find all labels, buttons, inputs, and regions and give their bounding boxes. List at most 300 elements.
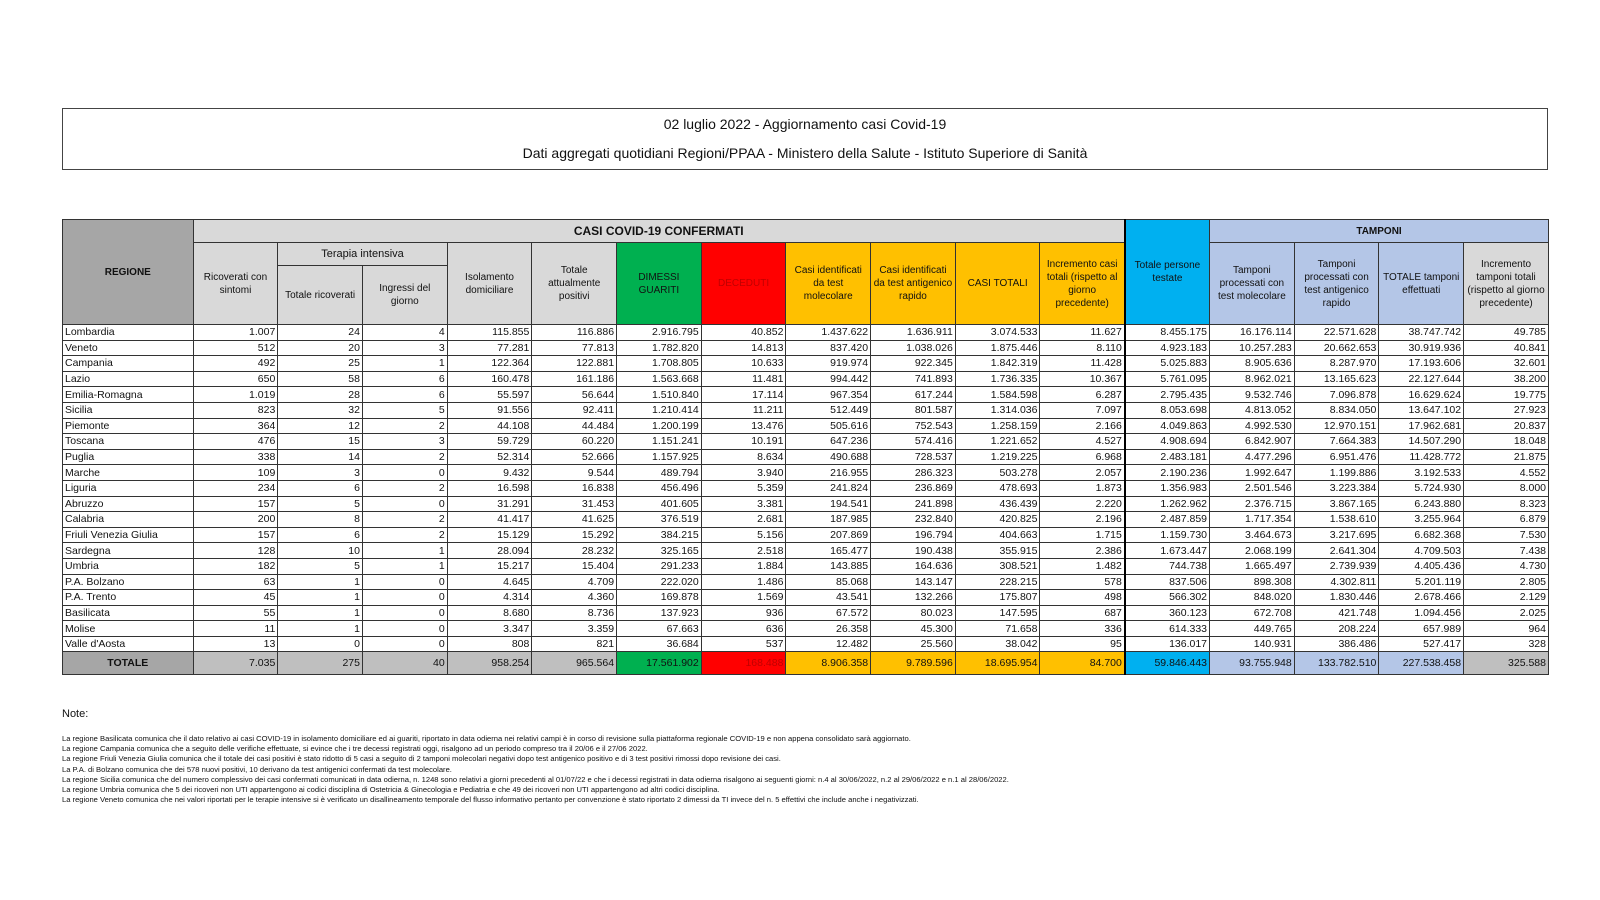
cell-regione: Abruzzo — [63, 496, 194, 512]
cell-casi-totali: 38.042 — [955, 636, 1040, 652]
cell-totale-positivi: 60.220 — [532, 434, 617, 450]
cell-tamponi-molecolare: 848.020 — [1210, 590, 1295, 606]
cell-casi-totali: 308.521 — [955, 558, 1040, 574]
cell-persone-testate: 2.795.435 — [1125, 387, 1210, 403]
cell-ti-totale: 0 — [278, 636, 363, 652]
header-casi-confermati: CASI COVID-19 CONFERMATI — [193, 220, 1125, 243]
header-regione: REGIONE — [63, 220, 194, 325]
header-casi-antigenico: Casi identificati da test antigenico rapido — [871, 243, 956, 325]
cell-tamponi-antigenico: 20.662.653 — [1294, 340, 1379, 356]
cell-regione: Sardegna — [63, 543, 194, 559]
cell-deceduti: 1.569 — [701, 590, 786, 606]
cell-isolamento: 52.314 — [447, 449, 532, 465]
cell-persone-testate: 1.356.983 — [1125, 480, 1210, 496]
cell-casi-antigenico: 196.794 — [871, 527, 956, 543]
cell-ricoverati: 512 — [193, 340, 278, 356]
cell-tamponi-antigenico: 12.970.151 — [1294, 418, 1379, 434]
cell-ricoverati: 492 — [193, 356, 278, 372]
cell-incremento-tamponi: 21.875 — [1464, 449, 1549, 465]
cell-isolamento: 8.680 — [447, 605, 532, 621]
header-ti-ingressi: Ingressi del giorno — [362, 266, 447, 325]
cell-deceduti: 3.381 — [701, 496, 786, 512]
cell-casi-antigenico: 741.893 — [871, 371, 956, 387]
total-persone-testate: 59.846.443 — [1125, 652, 1210, 675]
cell-incremento-casi: 4.527 — [1040, 434, 1125, 450]
cell-ti-totale: 6 — [278, 480, 363, 496]
cell-incremento-casi: 8.110 — [1040, 340, 1125, 356]
cell-regione: P.A. Bolzano — [63, 574, 194, 590]
cell-incremento-casi: 2.166 — [1040, 418, 1125, 434]
cell-ti-ingressi: 5 — [362, 402, 447, 418]
cell-casi-totali: 1.314.036 — [955, 402, 1040, 418]
cell-deceduti: 11.481 — [701, 371, 786, 387]
total-regione: TOTALE — [63, 652, 194, 675]
cell-tamponi-molecolare: 449.765 — [1210, 621, 1295, 637]
cell-totale-positivi: 4.360 — [532, 590, 617, 606]
cell-casi-totali: 404.663 — [955, 527, 1040, 543]
cell-casi-totali: 436.439 — [955, 496, 1040, 512]
cell-dimessi: 137.923 — [617, 605, 702, 621]
cell-ricoverati: 63 — [193, 574, 278, 590]
cell-ti-ingressi: 6 — [362, 371, 447, 387]
cell-ricoverati: 1.019 — [193, 387, 278, 403]
cell-incremento-tamponi: 2.129 — [1464, 590, 1549, 606]
table-row — [63, 340, 1549, 356]
cell-casi-molecolare: 647.236 — [786, 434, 871, 450]
header-tamponi-antigenico: Tamponi processati con test antigenico rapido — [1294, 243, 1379, 325]
cell-tamponi-antigenico: 6.951.476 — [1294, 449, 1379, 465]
cell-ti-ingressi: 2 — [362, 449, 447, 465]
cell-ti-totale: 58 — [278, 371, 363, 387]
cell-ti-totale: 32 — [278, 402, 363, 418]
cell-regione: Liguria — [63, 480, 194, 496]
cell-tamponi-molecolare: 1.992.647 — [1210, 465, 1295, 481]
cell-tamponi-molecolare: 8.905.636 — [1210, 356, 1295, 372]
cell-casi-molecolare: 490.688 — [786, 449, 871, 465]
cell-ricoverati: 11 — [193, 621, 278, 637]
cell-incremento-tamponi: 964 — [1464, 621, 1549, 637]
cell-persone-testate: 4.908.694 — [1125, 434, 1210, 450]
cell-incremento-casi: 6.968 — [1040, 449, 1125, 465]
cell-incremento-tamponi: 8.323 — [1464, 496, 1549, 512]
cell-ti-totale: 5 — [278, 558, 363, 574]
total-ti-totale: 275 — [278, 652, 363, 675]
cell-ti-ingressi: 0 — [362, 590, 447, 606]
cell-persone-testate: 744.738 — [1125, 558, 1210, 574]
cell-regione: Calabria — [63, 512, 194, 528]
cell-incremento-tamponi: 328 — [1464, 636, 1549, 652]
cell-casi-antigenico: 236.869 — [871, 480, 956, 496]
cell-deceduti: 2.518 — [701, 543, 786, 559]
cell-ricoverati: 45 — [193, 590, 278, 606]
cell-casi-molecolare: 194.541 — [786, 496, 871, 512]
cell-totale-tamponi: 14.507.290 — [1379, 434, 1464, 450]
cell-ti-ingressi: 1 — [362, 558, 447, 574]
cell-ti-ingressi: 6 — [362, 387, 447, 403]
cell-totale-positivi: 56.644 — [532, 387, 617, 403]
table-row — [63, 496, 1549, 512]
cell-casi-molecolare: 1.437.622 — [786, 325, 871, 341]
cell-incremento-tamponi: 4.552 — [1464, 465, 1549, 481]
cell-ti-totale: 12 — [278, 418, 363, 434]
cell-regione: Piemonte — [63, 418, 194, 434]
cell-incremento-casi: 7.097 — [1040, 402, 1125, 418]
cell-tamponi-antigenico: 386.486 — [1294, 636, 1379, 652]
cell-incremento-tamponi: 8.000 — [1464, 480, 1549, 496]
cell-regione: Lombardia — [63, 325, 194, 341]
cell-tamponi-molecolare: 898.308 — [1210, 574, 1295, 590]
note-line: La regione Umbria comunica che 5 dei ricoveri non UTI appartengono ai codici disciplina di Ostetricia & Ginecologia e Pediatria e che 49 dei ricoveri non UTI appartengono ad altri codici disciplina. — [62, 785, 720, 795]
cell-deceduti: 10.633 — [701, 356, 786, 372]
cell-incremento-casi: 95 — [1040, 636, 1125, 652]
cell-casi-molecolare: 994.442 — [786, 371, 871, 387]
note-line: La P.A. di Bolzano comunica che dei 578 nuovi positivi, 10 derivano da test antigenici confermati da test molecolare. — [62, 764, 452, 774]
cell-tamponi-antigenico: 8.287.970 — [1294, 356, 1379, 372]
total-totale-tamponi: 227.538.458 — [1379, 652, 1464, 675]
cell-dimessi: 1.563.668 — [617, 371, 702, 387]
cell-isolamento: 91.556 — [447, 402, 532, 418]
cell-dimessi: 67.663 — [617, 621, 702, 637]
cell-totale-tamponi: 4.405.436 — [1379, 558, 1464, 574]
cell-casi-molecolare: 241.824 — [786, 480, 871, 496]
cell-totale-tamponi: 6.243.880 — [1379, 496, 1464, 512]
cell-tamponi-antigenico: 22.571.628 — [1294, 325, 1379, 341]
cell-tamponi-antigenico: 1.538.610 — [1294, 512, 1379, 528]
cell-dimessi: 376.519 — [617, 512, 702, 528]
cell-incremento-casi: 2.386 — [1040, 543, 1125, 559]
note-line: La regione Basilicata comunica che il dato relativo ai casi COVID-19 in isolamento domiciliare ed ai guariti, riportato in data odierna nei relativi campi è in corso di revisione sulla piattaforma regionale COVID-19 e non appena consolidato sarà aggiornato. — [62, 734, 911, 743]
cell-tamponi-antigenico: 3.867.165 — [1294, 496, 1379, 512]
cell-persone-testate: 360.123 — [1125, 605, 1210, 621]
cell-deceduti: 636 — [701, 621, 786, 637]
covid-data-table — [62, 219, 1549, 675]
cell-dimessi: 456.496 — [617, 480, 702, 496]
cell-dimessi: 1.151.241 — [617, 434, 702, 450]
cell-casi-molecolare: 207.869 — [786, 527, 871, 543]
cell-persone-testate: 4.923.183 — [1125, 340, 1210, 356]
cell-casi-totali: 1.221.652 — [955, 434, 1040, 450]
cell-ti-totale: 1 — [278, 621, 363, 637]
cell-casi-antigenico: 25.560 — [871, 636, 956, 652]
cell-casi-totali: 1.219.225 — [955, 449, 1040, 465]
table-row — [63, 605, 1549, 621]
cell-deceduti: 936 — [701, 605, 786, 621]
cell-tamponi-molecolare: 3.464.673 — [1210, 527, 1295, 543]
cell-ti-ingressi: 0 — [362, 621, 447, 637]
table-row — [63, 418, 1549, 434]
cell-casi-antigenico: 143.147 — [871, 574, 956, 590]
cell-incremento-casi: 2.196 — [1040, 512, 1125, 528]
total-ricoverati: 7.035 — [193, 652, 278, 675]
cell-ricoverati: 364 — [193, 418, 278, 434]
cell-isolamento: 16.598 — [447, 480, 532, 496]
table-row — [63, 402, 1549, 418]
cell-regione: Veneto — [63, 340, 194, 356]
cell-incremento-casi: 11.627 — [1040, 325, 1125, 341]
cell-tamponi-molecolare: 4.813.052 — [1210, 402, 1295, 418]
cell-totale-positivi: 16.838 — [532, 480, 617, 496]
cell-isolamento: 15.217 — [447, 558, 532, 574]
cell-casi-antigenico: 922.345 — [871, 356, 956, 372]
total-casi-totali: 18.695.954 — [955, 652, 1040, 675]
cell-totale-tamponi: 5.201.119 — [1379, 574, 1464, 590]
cell-incremento-tamponi: 32.601 — [1464, 356, 1549, 372]
cell-ricoverati: 128 — [193, 543, 278, 559]
cell-tamponi-antigenico: 3.223.384 — [1294, 480, 1379, 496]
cell-casi-totali: 1.258.159 — [955, 418, 1040, 434]
cell-tamponi-molecolare: 16.176.114 — [1210, 325, 1295, 341]
cell-casi-molecolare: 43.541 — [786, 590, 871, 606]
cell-incremento-tamponi: 40.841 — [1464, 340, 1549, 356]
cell-incremento-casi: 687 — [1040, 605, 1125, 621]
cell-deceduti: 1.884 — [701, 558, 786, 574]
cell-casi-totali: 1.842.319 — [955, 356, 1040, 372]
cell-casi-molecolare: 919.974 — [786, 356, 871, 372]
cell-isolamento: 115.855 — [447, 325, 532, 341]
cell-totale-tamponi: 17.193.606 — [1379, 356, 1464, 372]
cell-incremento-casi: 1.715 — [1040, 527, 1125, 543]
cell-isolamento: 4.645 — [447, 574, 532, 590]
cell-ti-ingressi: 0 — [362, 605, 447, 621]
header-casi-totali: CASI TOTALI — [955, 243, 1040, 325]
cell-casi-molecolare: 12.482 — [786, 636, 871, 652]
table-row — [63, 465, 1549, 481]
cell-incremento-casi: 2.057 — [1040, 465, 1125, 481]
cell-casi-molecolare: 85.068 — [786, 574, 871, 590]
cell-tamponi-antigenico: 2.641.304 — [1294, 543, 1379, 559]
cell-casi-totali: 478.693 — [955, 480, 1040, 496]
cell-totale-tamponi: 4.709.503 — [1379, 543, 1464, 559]
cell-dimessi: 325.165 — [617, 543, 702, 559]
header-persone-testate: Totale persone testate — [1125, 220, 1210, 325]
report-subtitle: Dati aggregati quotidiani Regioni/PPAA - Ministero della Salute - Istituto Superiore di Sanità — [522, 145, 1088, 161]
cell-totale-positivi: 4.709 — [532, 574, 617, 590]
cell-tamponi-antigenico: 421.748 — [1294, 605, 1379, 621]
header-incremento-casi: Incremento casi totali (rispetto al giorno precedente) — [1040, 243, 1125, 325]
cell-ti-totale: 1 — [278, 574, 363, 590]
table-row — [63, 480, 1549, 496]
cell-casi-antigenico: 801.587 — [871, 402, 956, 418]
cell-tamponi-molecolare: 8.962.021 — [1210, 371, 1295, 387]
cell-casi-molecolare: 967.354 — [786, 387, 871, 403]
cell-totale-tamponi: 6.682.368 — [1379, 527, 1464, 543]
cell-totale-positivi: 122.881 — [532, 356, 617, 372]
cell-casi-totali: 3.074.533 — [955, 325, 1040, 341]
cell-casi-antigenico: 1.038.026 — [871, 340, 956, 356]
cell-tamponi-antigenico: 7.664.383 — [1294, 434, 1379, 450]
cell-casi-antigenico: 45.300 — [871, 621, 956, 637]
cell-tamponi-antigenico: 8.834.050 — [1294, 402, 1379, 418]
cell-casi-molecolare: 512.449 — [786, 402, 871, 418]
cell-ti-totale: 10 — [278, 543, 363, 559]
cell-ricoverati: 157 — [193, 527, 278, 543]
cell-casi-antigenico: 574.416 — [871, 434, 956, 450]
cell-persone-testate: 1.673.447 — [1125, 543, 1210, 559]
total-isolamento: 958.254 — [447, 652, 532, 675]
cell-deceduti: 5.156 — [701, 527, 786, 543]
cell-ti-ingressi: 2 — [362, 527, 447, 543]
cell-tamponi-molecolare: 2.376.715 — [1210, 496, 1295, 512]
cell-isolamento: 122.364 — [447, 356, 532, 372]
cell-ti-ingressi: 0 — [362, 574, 447, 590]
header-totale-positivi: Totale attualmente positivi — [532, 243, 617, 325]
cell-totale-positivi: 92.411 — [532, 402, 617, 418]
table-row — [63, 434, 1549, 450]
cell-regione: Umbria — [63, 558, 194, 574]
cell-ti-totale: 25 — [278, 356, 363, 372]
cell-totale-positivi: 821 — [532, 636, 617, 652]
cell-isolamento: 9.432 — [447, 465, 532, 481]
cell-ricoverati: 109 — [193, 465, 278, 481]
cell-dimessi: 1.200.199 — [617, 418, 702, 434]
cell-incremento-casi: 2.220 — [1040, 496, 1125, 512]
total-totale-positivi: 965.564 — [532, 652, 617, 675]
cell-dimessi: 36.684 — [617, 636, 702, 652]
table-row — [63, 636, 1549, 652]
cell-regione: Lazio — [63, 371, 194, 387]
cell-incremento-casi: 336 — [1040, 621, 1125, 637]
cell-dimessi: 222.020 — [617, 574, 702, 590]
cell-incremento-tamponi: 7.530 — [1464, 527, 1549, 543]
total-tamponi-antigenico: 133.782.510 — [1294, 652, 1379, 675]
cell-incremento-casi: 10.367 — [1040, 371, 1125, 387]
cell-totale-positivi: 116.886 — [532, 325, 617, 341]
cell-ti-totale: 24 — [278, 325, 363, 341]
cell-totale-tamponi: 3.192.533 — [1379, 465, 1464, 481]
cell-tamponi-molecolare: 1.665.497 — [1210, 558, 1295, 574]
cell-tamponi-antigenico: 13.165.623 — [1294, 371, 1379, 387]
cell-totale-tamponi: 1.094.456 — [1379, 605, 1464, 621]
cell-incremento-tamponi: 38.200 — [1464, 371, 1549, 387]
report-title-box — [62, 108, 1548, 170]
cell-totale-tamponi: 16.629.624 — [1379, 387, 1464, 403]
header-incremento-tamponi: Incremento tamponi totali (rispetto al giorno precedente) — [1464, 243, 1549, 325]
total-casi-antigenico: 9.789.596 — [871, 652, 956, 675]
cell-tamponi-antigenico: 3.217.695 — [1294, 527, 1379, 543]
cell-dimessi: 169.878 — [617, 590, 702, 606]
cell-casi-molecolare: 143.885 — [786, 558, 871, 574]
cell-tamponi-molecolare: 2.501.546 — [1210, 480, 1295, 496]
cell-persone-testate: 1.262.962 — [1125, 496, 1210, 512]
cell-deceduti: 1.486 — [701, 574, 786, 590]
cell-dimessi: 2.916.795 — [617, 325, 702, 341]
cell-tamponi-antigenico: 1.830.446 — [1294, 590, 1379, 606]
cell-totale-positivi: 15.292 — [532, 527, 617, 543]
cell-casi-antigenico: 80.023 — [871, 605, 956, 621]
cell-incremento-tamponi: 27.923 — [1464, 402, 1549, 418]
cell-incremento-tamponi: 4.730 — [1464, 558, 1549, 574]
table-row — [63, 449, 1549, 465]
cell-regione: Valle d'Aosta — [63, 636, 194, 652]
cell-totale-positivi: 3.359 — [532, 621, 617, 637]
cell-totale-tamponi: 5.724.930 — [1379, 480, 1464, 496]
cell-regione: Sicilia — [63, 402, 194, 418]
table-row — [63, 590, 1549, 606]
cell-incremento-tamponi: 18.048 — [1464, 434, 1549, 450]
cell-ti-totale: 8 — [278, 512, 363, 528]
header-tamponi-molecolare: Tamponi processati con test molecolare — [1210, 243, 1295, 325]
cell-incremento-tamponi: 19.775 — [1464, 387, 1549, 403]
note-line: La regione Friuli Venezia Giulia comunica che il totale dei casi positivi è stato ridotto di 5 casi a seguito di 2 tamponi molecolari negativi dopo test antigenico positivo e di 3 test positivi rimossi dopo revisione dei casi. — [62, 754, 781, 764]
cell-isolamento: 55.597 — [447, 387, 532, 403]
cell-tamponi-molecolare: 9.532.746 — [1210, 387, 1295, 403]
header-ti-totale: Totale ricoverati — [278, 266, 363, 325]
note-line: La regione Campania comunica che a seguito delle verifiche effettuate, si evince che i tre decessi registrati oggi, risalgono ad un periodo compreso tra il 20/06 e il 27/06 2022. — [62, 744, 648, 754]
cell-casi-totali: 1.875.446 — [955, 340, 1040, 356]
report-title: 02 luglio 2022 - Aggiornamento casi Covid-19 — [663, 116, 947, 132]
cell-casi-totali: 1.736.335 — [955, 371, 1040, 387]
cell-ricoverati: 338 — [193, 449, 278, 465]
cell-casi-antigenico: 164.636 — [871, 558, 956, 574]
cell-dimessi: 1.708.805 — [617, 356, 702, 372]
cell-ti-ingressi: 2 — [362, 480, 447, 496]
cell-totale-positivi: 161.186 — [532, 371, 617, 387]
cell-persone-testate: 8.455.175 — [1125, 325, 1210, 341]
total-casi-molecolare: 8.906.358 — [786, 652, 871, 675]
cell-regione: Puglia — [63, 449, 194, 465]
cell-casi-molecolare: 67.572 — [786, 605, 871, 621]
cell-persone-testate: 136.017 — [1125, 636, 1210, 652]
cell-casi-totali: 355.915 — [955, 543, 1040, 559]
cell-casi-antigenico: 1.636.911 — [871, 325, 956, 341]
cell-tamponi-molecolare: 672.708 — [1210, 605, 1295, 621]
total-deceduti: 168.488 — [701, 652, 786, 675]
cell-isolamento: 77.281 — [447, 340, 532, 356]
cell-ricoverati: 1.007 — [193, 325, 278, 341]
header-deceduti: DECEDUTI — [701, 243, 786, 325]
table-row — [63, 387, 1549, 403]
cell-totale-positivi: 52.666 — [532, 449, 617, 465]
table-row — [63, 621, 1549, 637]
cell-persone-testate: 8.053.698 — [1125, 402, 1210, 418]
cell-dimessi: 1.510.840 — [617, 387, 702, 403]
cell-totale-tamponi: 2.678.466 — [1379, 590, 1464, 606]
cell-incremento-casi: 1.873 — [1040, 480, 1125, 496]
cell-ricoverati: 650 — [193, 371, 278, 387]
cell-persone-testate: 614.333 — [1125, 621, 1210, 637]
cell-casi-antigenico: 241.898 — [871, 496, 956, 512]
cell-deceduti: 17.114 — [701, 387, 786, 403]
cell-casi-totali: 71.658 — [955, 621, 1040, 637]
cell-totale-tamponi: 17.962.681 — [1379, 418, 1464, 434]
cell-totale-positivi: 15.404 — [532, 558, 617, 574]
cell-incremento-casi: 11.428 — [1040, 356, 1125, 372]
header-dimessi-guariti: DIMESSI GUARITI — [617, 243, 702, 325]
total-tamponi-molecolare: 93.755.948 — [1210, 652, 1295, 675]
cell-ti-ingressi: 2 — [362, 418, 447, 434]
cell-persone-testate: 2.483.181 — [1125, 449, 1210, 465]
cell-regione: P.A. Trento — [63, 590, 194, 606]
cell-persone-testate: 5.761.095 — [1125, 371, 1210, 387]
cell-regione: Emilia-Romagna — [63, 387, 194, 403]
table-row — [63, 543, 1549, 559]
cell-ricoverati: 200 — [193, 512, 278, 528]
cell-regione: Friuli Venezia Giulia — [63, 527, 194, 543]
cell-ti-ingressi: 3 — [362, 340, 447, 356]
cell-isolamento: 15.129 — [447, 527, 532, 543]
cell-totale-tamponi: 657.989 — [1379, 621, 1464, 637]
cell-ti-totale: 15 — [278, 434, 363, 450]
table-body — [63, 325, 1549, 675]
cell-ricoverati: 55 — [193, 605, 278, 621]
cell-dimessi: 1.210.414 — [617, 402, 702, 418]
cell-casi-antigenico: 728.537 — [871, 449, 956, 465]
cell-totale-positivi: 9.544 — [532, 465, 617, 481]
cell-casi-molecolare: 165.477 — [786, 543, 871, 559]
header-tamponi: TAMPONI — [1210, 220, 1549, 243]
total-row — [63, 652, 1549, 675]
header-casi-molecolare: Casi identificati da test molecolare — [786, 243, 871, 325]
